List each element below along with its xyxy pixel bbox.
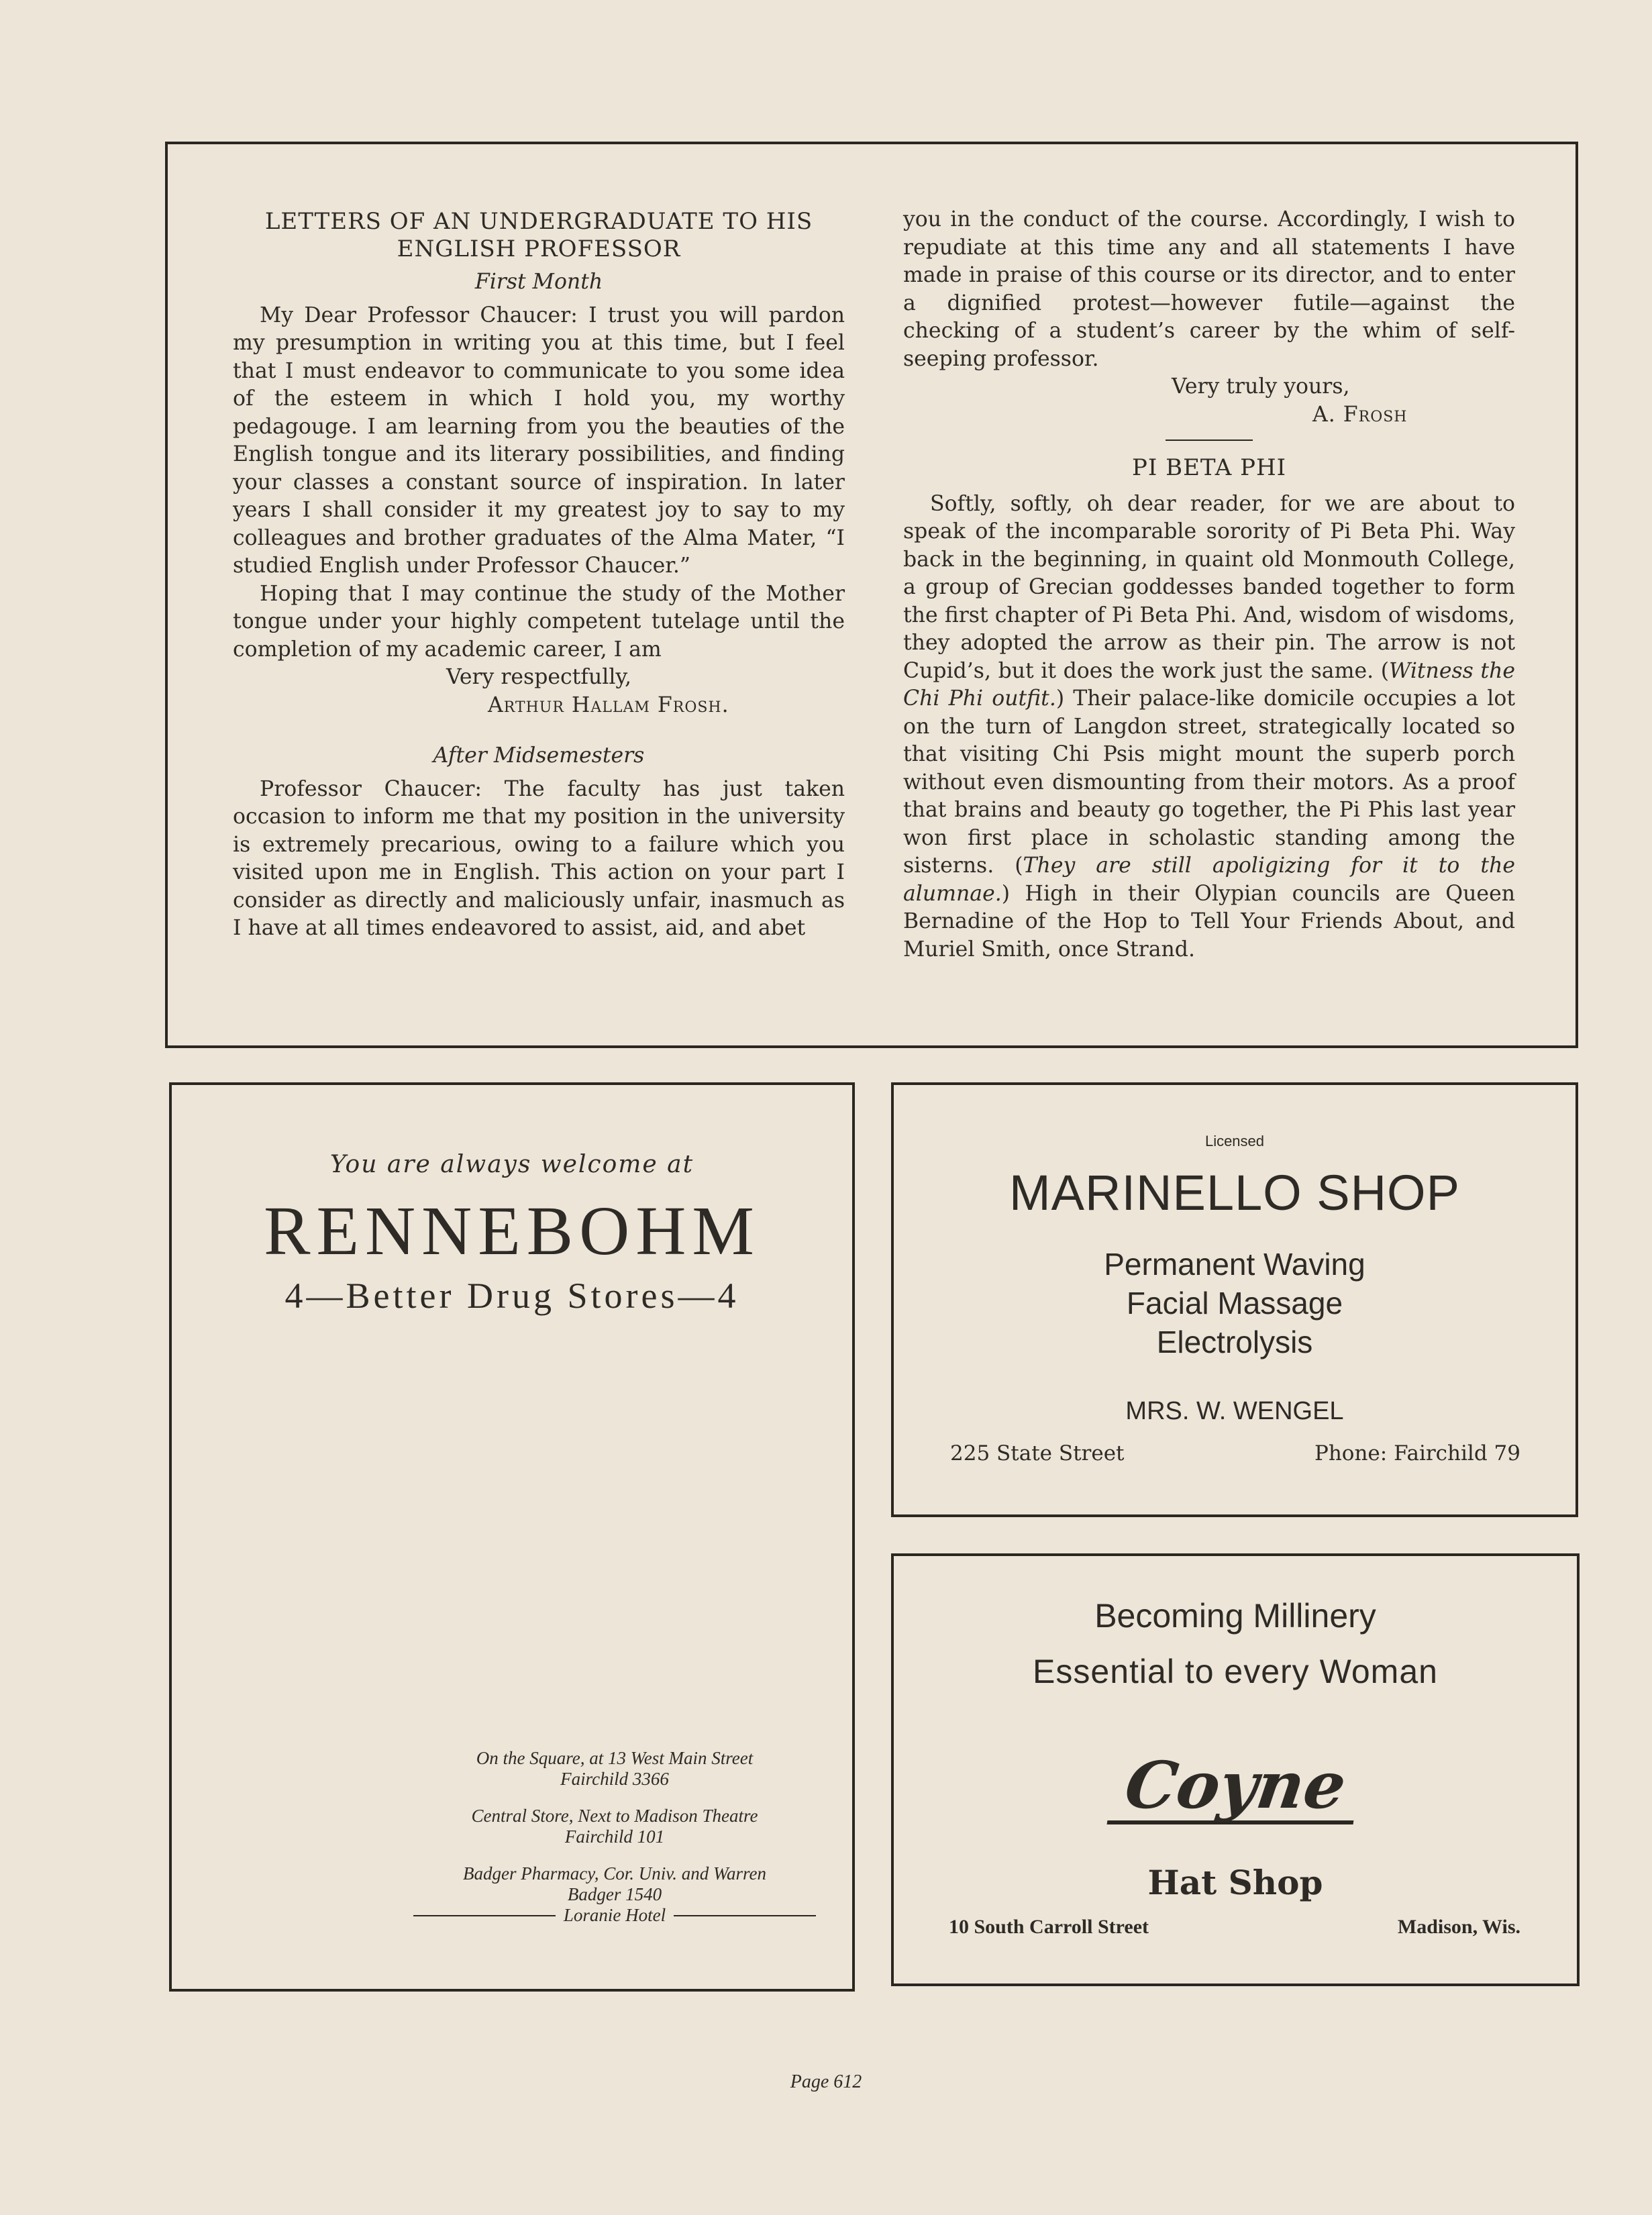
rennebohm-name: RENNEBOHM [264, 1192, 760, 1270]
service-item: Electrolysis [1156, 1325, 1313, 1359]
coyne-ad [891, 1553, 1580, 1986]
pi-beta-phi-aside-1: Witness the Chi Phi outfit. [903, 658, 1515, 711]
store-last-line [413, 1905, 816, 1926]
store-entry [413, 1806, 816, 1847]
coyne-city: Madison, Wis. [1397, 1916, 1520, 1938]
letter-closing-1: Very respectfully, [446, 665, 632, 689]
store-address: On the Square, at 13 West Main Street [476, 1748, 754, 1768]
letter-paragraph-1: My Dear Professor Chaucer: I trust you will pardon my presumption in writing you at this time, but I feel that I must endeavor to communicate to you some idea of the esteem in which I hold you, my worthy pedagouge. I am learning from you the beauties of the English tongue and its literary possibilities, and finding your classes a constant source of inspiration. In later years I shall consider it my greatest joy to say to my colleagues and brother graduates of the Alma Mater, “I studied English under Professor Chaucer.” [233, 303, 845, 578]
after-midsemesters-heading: After Midsemesters [433, 743, 645, 768]
pi-beta-phi-paragraph [903, 491, 1515, 964]
section-divider [1166, 440, 1253, 441]
store-entry [413, 1748, 816, 1790]
marinello-name: MARINELLO SHOP [1009, 1165, 1460, 1221]
pi-beta-phi-aside-2: They are still apoligizing for it to the alumnae. [903, 854, 1515, 906]
coyne-logo-text: Coyne [1107, 1753, 1363, 1824]
store-hotel: Loranie Hotel [563, 1905, 666, 1925]
rennebohm-ad [169, 1082, 855, 1992]
coyne-hat-shop: Hat Shop [1147, 1863, 1323, 1902]
letter-signature-2: A. Frosh [1312, 402, 1408, 427]
service-item: Facial Massage [1126, 1286, 1343, 1321]
pi-beta-phi-text-3: ) High in their Olypian councils are Queen Bernadine of the Hop to Tell Your Friends About, and Muriel Smith, once Strand. [903, 881, 1515, 962]
marinello-address: 225 State Street [950, 1441, 1125, 1465]
marinello-services [894, 1245, 1576, 1361]
marinello-licensed: Licensed [1204, 1133, 1265, 1149]
letter-paragraph-2: Hoping that I may continue the study of the Mother tongue under your highly competent tutelage until the completion of my academic career, I am [233, 581, 845, 662]
rennebohm-welcome: You are always welcome at [329, 1151, 694, 1178]
page-number: Page 612 [790, 2071, 862, 2092]
pi-beta-phi-title: PI BETA PHI [1131, 454, 1287, 481]
letter-paragraph-4: you in the conduct of the course. Accordingly, I wish to repudiate at this time any and all statements I have made in praise of this course or its director, and to enter a dignified protest—however futile—against the checking of a student’s career by the whim of self-seeping professor. [903, 207, 1515, 371]
coyne-logo [894, 1747, 1577, 1824]
letter-signature-1: Arthur Hallam Frosh. [488, 692, 729, 717]
store-phone: Fairchild 3366 [560, 1769, 669, 1789]
marinello-ad [891, 1082, 1578, 1517]
store-address: Badger Pharmacy, Cor. Univ. and Warren [463, 1863, 766, 1884]
coyne-headline-2: Essential to every Woman [1033, 1653, 1438, 1690]
store-address: Central Store, Next to Madison Theatre [471, 1806, 758, 1826]
coyne-headline-1: Becoming Millinery [1094, 1597, 1376, 1635]
store-entry [413, 1863, 816, 1905]
coyne-address: 10 South Carroll Street [949, 1916, 1149, 1938]
letters-title: LETTERS OF AN UNDERGRADUATE TO HIS ENGLISH PROFESSOR [264, 208, 813, 262]
store-phone: Badger 1540 [567, 1884, 662, 1904]
letter-paragraph-3: Professor Chaucer: The faculty has just taken occasion to inform me that my position in the university is extremely precarious, owing to a failure which you visited upon me in English. This action on your part I consider as directly and maliciously unfair, inasmuch as I have at all times endeavored to assist, aid, and abet [233, 776, 845, 940]
pi-beta-phi-text-2: ) Their palace-like domicile occupies a lot on the turn of Langdon street, strategically located so that visiting Chi Psis might mount the superb porch without even dismounting from their motors. As a proof that brains and beauty go together, the Pi Phis last year won first place in scholastic standing among the sisterns. ( [903, 686, 1515, 878]
rule-right [674, 1915, 816, 1916]
first-month-heading: First Month [474, 270, 603, 294]
rennebohm-store-list [413, 1748, 816, 1926]
rule-left [413, 1915, 556, 1916]
pi-beta-phi-text-1: Softly, softly, oh dear reader, for we are about to speak of the incomparable sorority of Pi Beta Phi. Way back in the beginning, in quaint old Monmouth College, a group of Grecian goddesses banded together to form the first chapter of Pi Beta Phi. And, wisdom of wisdoms, they adopted the arrow as their pin. The arrow is not Cupid’s, but it does the work just the same. ( [903, 491, 1515, 683]
service-item: Permanent Waving [1104, 1247, 1365, 1282]
article-left-column [233, 208, 845, 943]
article-right-column [903, 206, 1515, 964]
article-box [165, 142, 1578, 1048]
marinello-phone: Phone: Fairchild 79 [1314, 1441, 1520, 1465]
rennebohm-tagline: 4—Better Drug Stores—4 [285, 1276, 739, 1316]
store-phone: Fairchild 101 [564, 1826, 665, 1847]
marinello-owner: MRS. W. WENGEL [1125, 1397, 1344, 1425]
letter-closing-2: Very truly yours, [1172, 374, 1350, 399]
